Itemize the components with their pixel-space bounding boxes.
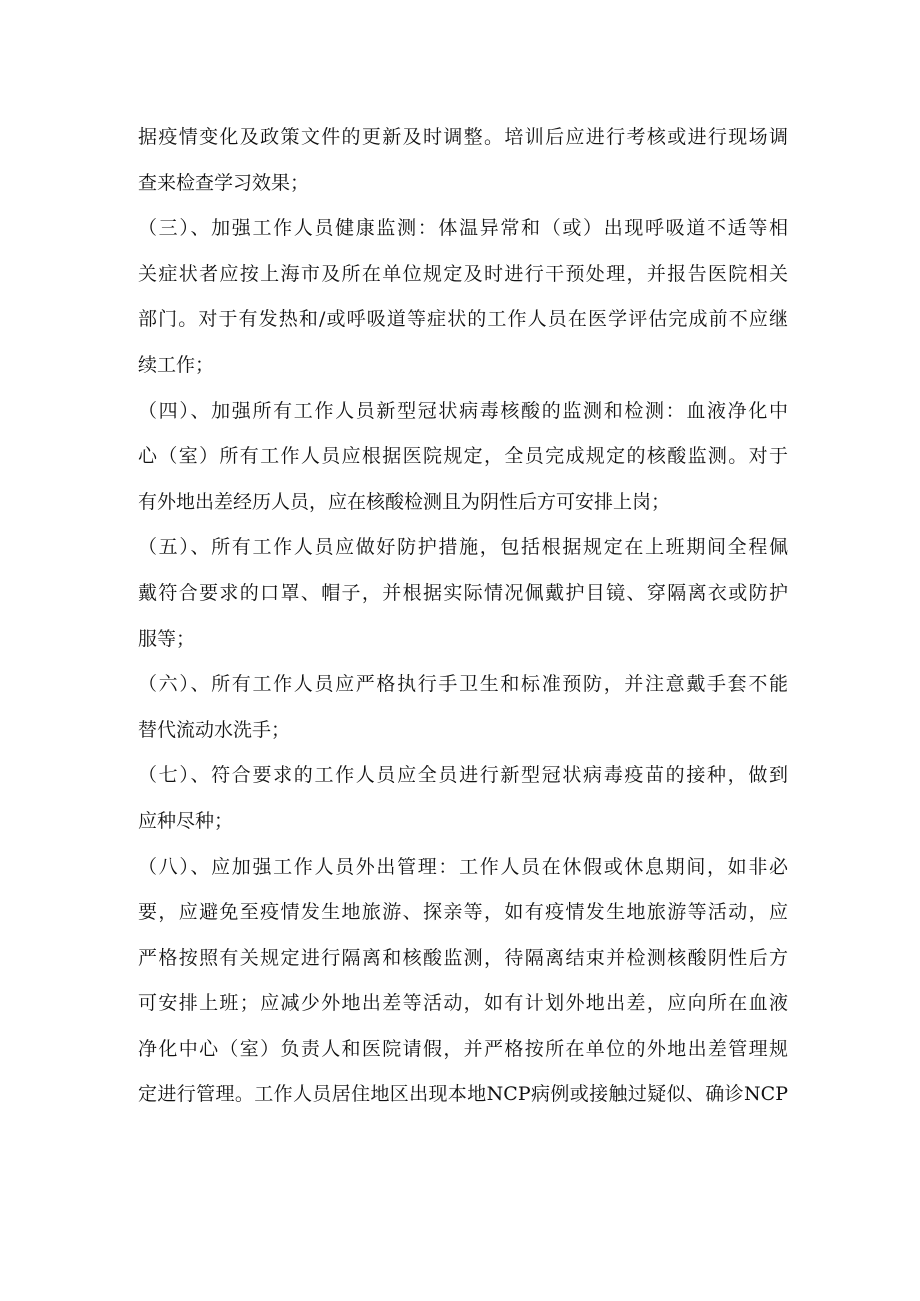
text-line: （六）、所有工作人员应严格执行手卫生和标准预防，并注意戴手套不能 — [138, 673, 788, 696]
text-line: （四）、加强所有工作人员新型冠状病毒核酸的监测和检测：血液净化中 — [138, 399, 788, 422]
text-line: 定进行管理。工作人员居住地区出现本地NCP病例或接触过疑似、确诊NCP — [138, 1083, 788, 1106]
text-line: 替代流动水洗手； — [138, 718, 291, 741]
text-line: 有外地出差经历人员，应在核酸检测且为阴性后方可安排上岗； — [138, 490, 671, 513]
text-line: 净化中心（室）负责人和医院请假，并严格按所在单位的外地出差管理规 — [138, 1037, 788, 1060]
text-line: 服等； — [138, 627, 196, 650]
document-body — [138, 118, 788, 1121]
text-line: 心（室）所有工作人员应根据医院规定，全员完成规定的核酸监测。对于 — [138, 445, 788, 468]
text-line: 续工作； — [138, 353, 215, 376]
text-line: 戴符合要求的口罩、帽子，并根据实际情况佩戴护目镜、穿隔离衣或防护 — [138, 581, 788, 604]
text-line: 据疫情变化及政策文件的更新及时调整。培训后应进行考核或进行现场调 — [138, 126, 788, 148]
text-line: （三）、加强工作人员健康监测：体温异常和（或）出现呼吸道不适等相 — [138, 217, 788, 240]
text-line: （八）、应加强工作人员外出管理：工作人员在休假或休息期间，如非必 — [138, 855, 788, 878]
text-line: 要，应避免至疫情发生地旅游、探亲等，如有疫情发生地旅游等活动，应 — [138, 901, 788, 924]
text-line: 查来检查学习效果； — [138, 171, 310, 194]
text-line: 应种尽种； — [138, 809, 234, 832]
text-line: （五）、所有工作人员应做好防护措施，包括根据规定在上班期间全程佩 — [138, 536, 788, 559]
text-line: 关症状者应按上海市及所在单位规定及时进行干预处理，并报告医院相关 — [138, 262, 788, 285]
text-line: 可安排上班；应减少外地出差等活动，如有计划外地出差，应向所在血液 — [138, 992, 788, 1015]
text-line: 部门。对于有发热和/或呼吸道等症状的工作人员在医学评估完成前不应继 — [138, 308, 788, 331]
text-line: （七）、符合要求的工作人员应全员进行新型冠状病毒疫苗的接种，做到 — [138, 764, 788, 787]
text-line: 严格按照有关规定进行隔离和核酸监测，待隔离结束并检测核酸阴性后方 — [138, 946, 788, 969]
